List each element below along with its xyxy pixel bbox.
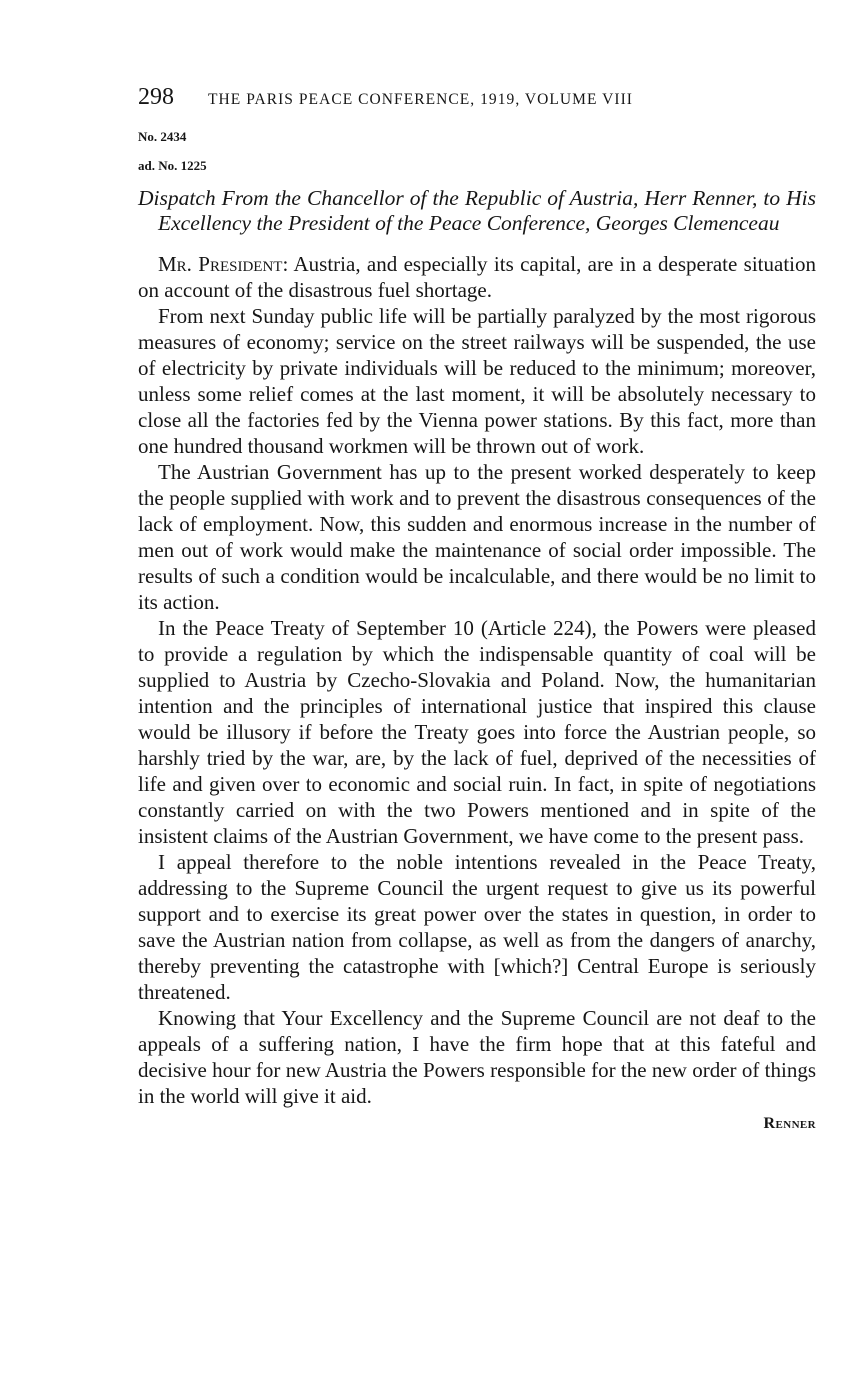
running-title: THE PARIS PEACE CONFERENCE, 1919, VOLUME VIII [208, 91, 634, 108]
signature: Renner [763, 1115, 816, 1132]
paragraph-2: From next Sunday public life will be partially paralyzed by the most rigorous measures of economy; service on the street railways will be suspended, the use of electricity by private individuals will be reduced to the minimum; moreover, unless some relief comes at the last moment, it will be absolutely necessary to close all the factories fed by the Vienna power stations. By this fact, more than one hundred thousand workmen will be thrown out of work. [138, 304, 816, 458]
paragraph-5: I appeal therefore to the noble intentions revealed in the Peace Treaty, addressing to the Supreme Council the urgent request to give us its powerful support and to exercise its great power over the states in question, in order to save the Austrian nation from collapse, as well as from the dangers of anarchy, thereby preventing the catastrophe with [which?] Central Europe is seriously threatened. [138, 850, 816, 1004]
document-ad-number: ad. No. 1225 [138, 158, 207, 173]
document-page [138, 84, 816, 1137]
running-head [138, 84, 816, 114]
letter-body [138, 251, 816, 1137]
document-number: No. 2434 [138, 129, 187, 144]
paragraph-6: Knowing that Your Excellency and the Supreme Council are not deaf to the appeals of a suffering nation, I have the firm hope that at this fateful and decisive hour for new Austria the Powers responsible for the new order of things in the world will give it aid. [138, 1006, 816, 1108]
document-title: Dispatch From the Chancellor of the Republic of Austria, Herr Renner, to His Excellency the President of the Peace Conference, Georges Clemenceau [138, 186, 816, 235]
salutation: Mr. President [158, 252, 283, 276]
paragraph-1-text: : Austria, and especially its capital, are in a desperate situation on account of the disastrous fuel shortage. [138, 252, 816, 302]
paragraph-3: The Austrian Government has up to the present worked desperately to keep the people supplied with work and to prevent the disastrous consequences of the lack of employment. Now, this sudden and enormous increase in the number of men out of work would make the maintenance of social order impossible. The results of such a condition would be incalculable, and there would be no limit to its action. [138, 460, 816, 614]
paragraph-1 [138, 251, 816, 303]
paragraph-4: In the Peace Treaty of September 10 (Article 224), the Powers were pleased to provide a regulation by which the indispensable quantity of coal will be supplied to Austria by Czecho-Slovakia and Poland. Now, the humanitarian intention and the principles of international justice that inspired this clause would be illusory if before the Treaty goes into force the Austrian people, so harshly tried by the war, are, by the lack of fuel, deprived of the necessities of life and given over to economic and social ruin. In fact, in spite of negotiations constantly carried on with the two Powers mentioned and in spite of the insistent claims of the Austrian Government, we have come to the present pass. [138, 616, 816, 848]
page-number: 298 [138, 84, 174, 110]
